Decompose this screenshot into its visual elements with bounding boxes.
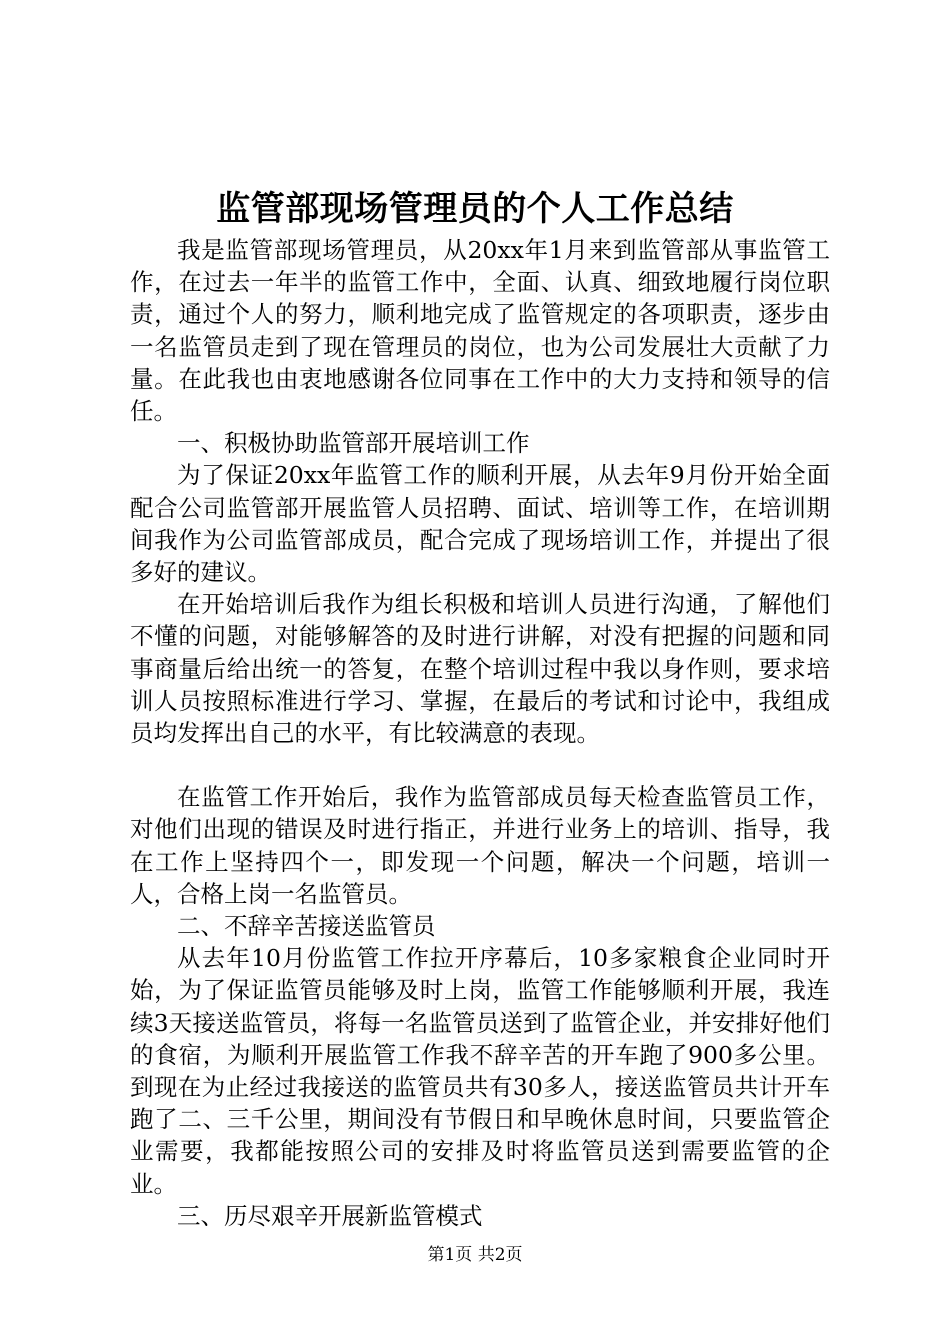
paragraph-transport: 从去年10月份监管工作拉开序幕后，10多家粮食企业同时开始，为了保证监管员能够及时上岗，监管工作能够顺利开展，我连续3天接送监管员，将每一名监管员送到了监管企业，并安排好他们的食宿，为顺利开展监管工作我不辞辛苦的开车跑了900多公里。到现在为止经过我接送的监管员共有30多人，接送监管员共计开车跑了二、三千公里，期间没有节假日和早晚休息时间，只要监管企业需要，我都能按照公司的安排及时将监管员送到需要监管的企业。 xyxy=(130,944,830,1198)
page-footer: 第1页 共2页 xyxy=(427,1245,523,1265)
document-body xyxy=(130,234,830,1232)
paragraph-training-support: 为了保证20xx年监管工作的顺利开展，从去年9月份开始全面配合公司监管部开展监管人员招聘、面试、培训等工作，在培训期间我作为公司监管部成员，配合完成了现场培训工作，并提出了很多好的建议。 xyxy=(130,461,830,587)
paragraph-intro: 我是监管部现场管理员，从20xx年1月来到监管部从事监管工作，在过去一年半的监管工作中，全面、认真、细致地履行岗位职责，通过个人的努力，顺利地完成了监管规定的各项职责，逐步由一名监管员走到了现在管理员的岗位，也为公司发展壮大贡献了力量。在此我也由衷地感谢各位同事在工作中的大力支持和领导的信任。 xyxy=(130,236,830,426)
paragraph-training-process: 在开始培训后我作为组长积极和培训人员进行沟通，了解他们不懂的问题，对能够解答的及时进行讲解，对没有把握的问题和同事商量后给出统一的答复，在整个培训过程中我以身作则，要求培训人员按照标准进行学习、掌握，在最后的考试和讨论中，我组成员均发挥出自己的水平，有比较满意的表现。 xyxy=(130,590,830,748)
section-heading-2: 二、不辞辛苦接送监管员 xyxy=(177,912,436,941)
paragraph-daily-inspection: 在监管工作开始后，我作为监管部成员每天检查监管员工作，对他们出现的错误及时进行指正，并进行业务上的培训、指导，我在工作上坚持四个一，即发现一个问题，解决一个问题，培训一人，合格上岗一名监管员。 xyxy=(130,783,830,908)
section-heading-3: 三、历尽艰辛开展新监管模式 xyxy=(177,1201,483,1230)
section-heading-1: 一、积极协助监管部开展培训工作 xyxy=(177,429,530,458)
document-title: 监管部现场管理员的个人工作总结 xyxy=(216,189,734,229)
